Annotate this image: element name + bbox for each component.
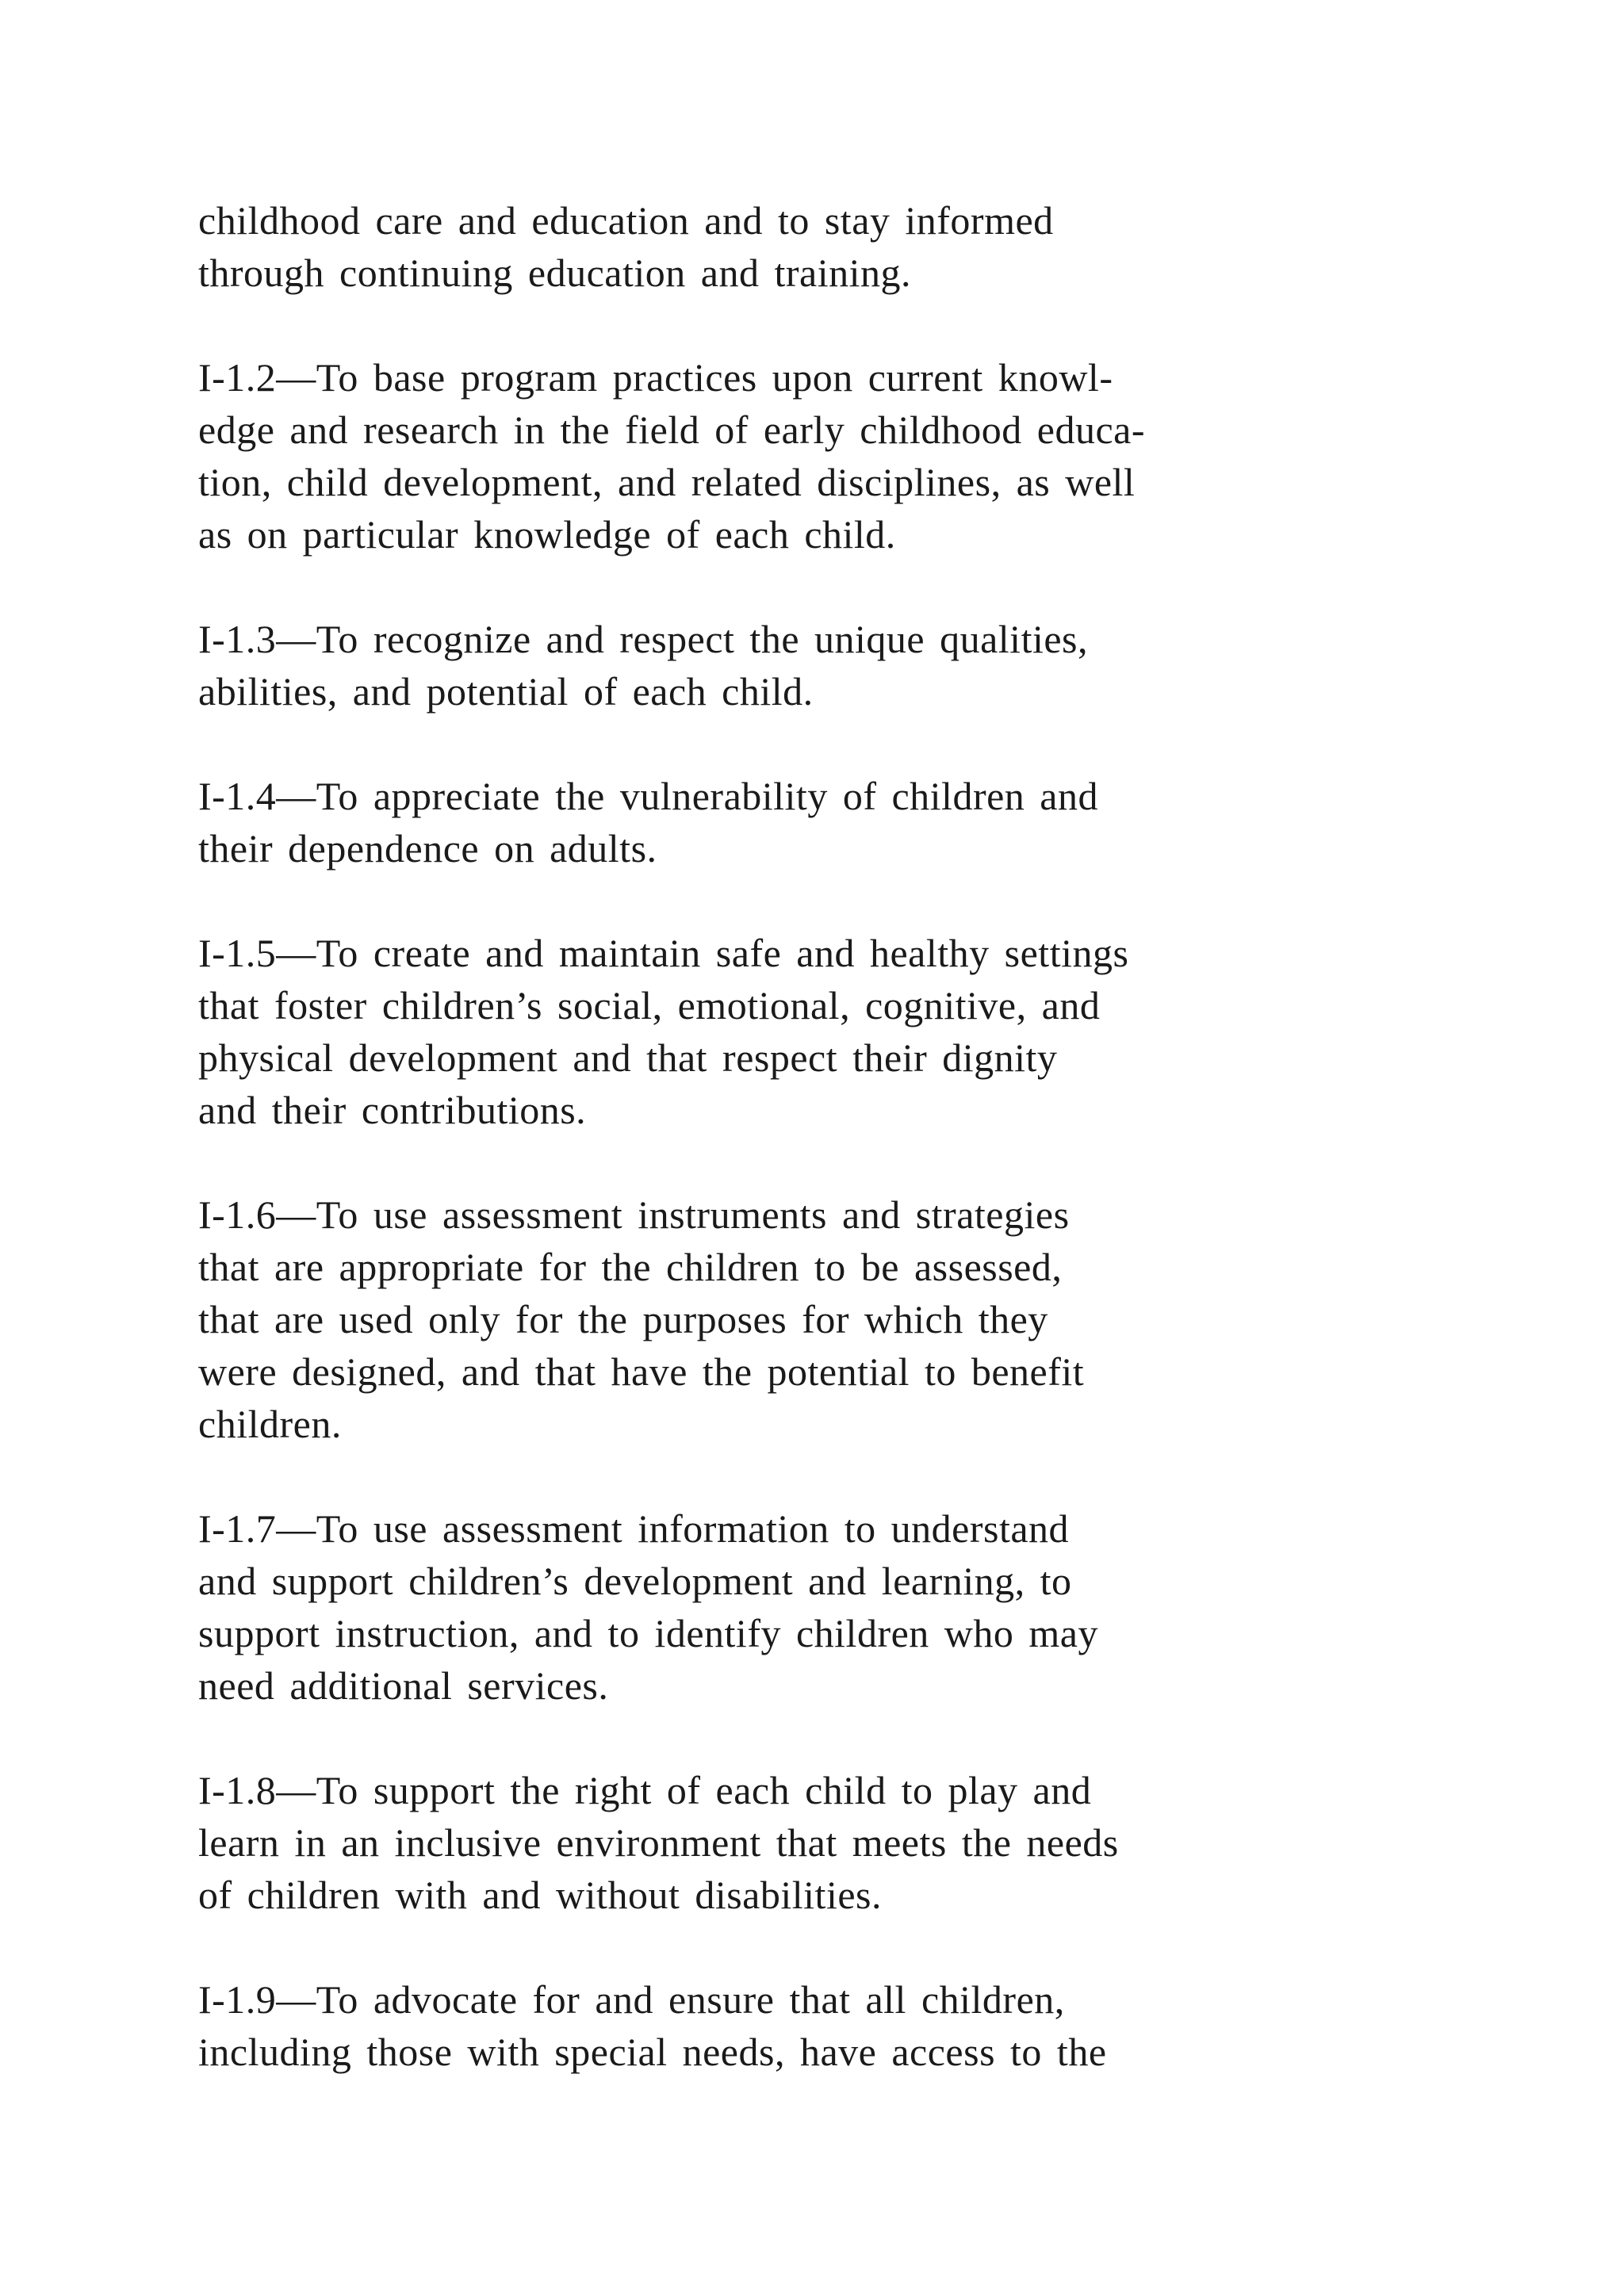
- text-line: I-1.4—To appreciate the vulnerability of children and: [198, 774, 1098, 818]
- text-line: that are used only for the purposes for which they: [198, 1297, 1048, 1341]
- text-line: I-1.7—To use assessment information to understand: [198, 1506, 1070, 1551]
- text-line: I-1.8—To support the right of each child to play and: [198, 1768, 1092, 1812]
- paragraph-i-1-3: [198, 613, 1507, 718]
- text-line: I-1.3—To recognize and respect the unique qualities,: [198, 617, 1089, 661]
- text-line: I-1.6—To use assessment instruments and strategies: [198, 1192, 1070, 1237]
- text-line: including those with special needs, have access to the: [198, 2030, 1107, 2074]
- text-line: through continuing education and training.: [198, 251, 911, 295]
- text-line: edge and research in the field of early childhood educa-: [198, 408, 1145, 452]
- text-line: learn in an inclusive environment that meets the needs: [198, 1820, 1119, 1865]
- text-line: support instruction, and to identify children who may: [198, 1611, 1098, 1655]
- paragraph-i-1-6: [198, 1188, 1507, 1450]
- paragraph-i-1-2: [198, 351, 1507, 561]
- paragraph-i-1-9: [198, 1973, 1507, 2078]
- text-line: that foster children’s social, emotional, cognitive, and: [198, 983, 1101, 1027]
- text-line: I-1.5—To create and maintain safe and healthy settings: [198, 931, 1129, 975]
- text-line: physical development and that respect their dignity: [198, 1035, 1058, 1080]
- paragraph-i-1-4: [198, 770, 1507, 874]
- text-line: as on particular knowledge of each child.: [198, 512, 896, 557]
- paragraph-continuation: [198, 194, 1507, 299]
- text-line: children.: [198, 1402, 342, 1446]
- text-line: that are appropriate for the children to be assessed,: [198, 1245, 1063, 1289]
- text-line: their dependence on adults.: [198, 826, 657, 871]
- text-line: of children with and without disabilities.: [198, 1873, 882, 1917]
- text-line: tion, child development, and related disciplines, as well: [198, 460, 1136, 504]
- text-line: childhood care and education and to stay informed: [198, 198, 1054, 243]
- text-line: I-1.2—To base program practices upon current knowl-: [198, 355, 1113, 400]
- paragraph-i-1-7: [198, 1502, 1507, 1712]
- text-line: and their contributions.: [198, 1088, 587, 1132]
- text-line: need additional services.: [198, 1663, 609, 1708]
- text-line: were designed, and that have the potential to benefit: [198, 1349, 1085, 1394]
- text-line: I-1.9—To advocate for and ensure that all children,: [198, 1977, 1065, 2022]
- paragraph-i-1-8: [198, 1764, 1507, 1921]
- body-text: [198, 194, 1507, 2130]
- text-line: and support children’s development and learning, to: [198, 1559, 1072, 1603]
- text-line: abilities, and potential of each child.: [198, 669, 814, 714]
- paragraph-i-1-5: [198, 927, 1507, 1136]
